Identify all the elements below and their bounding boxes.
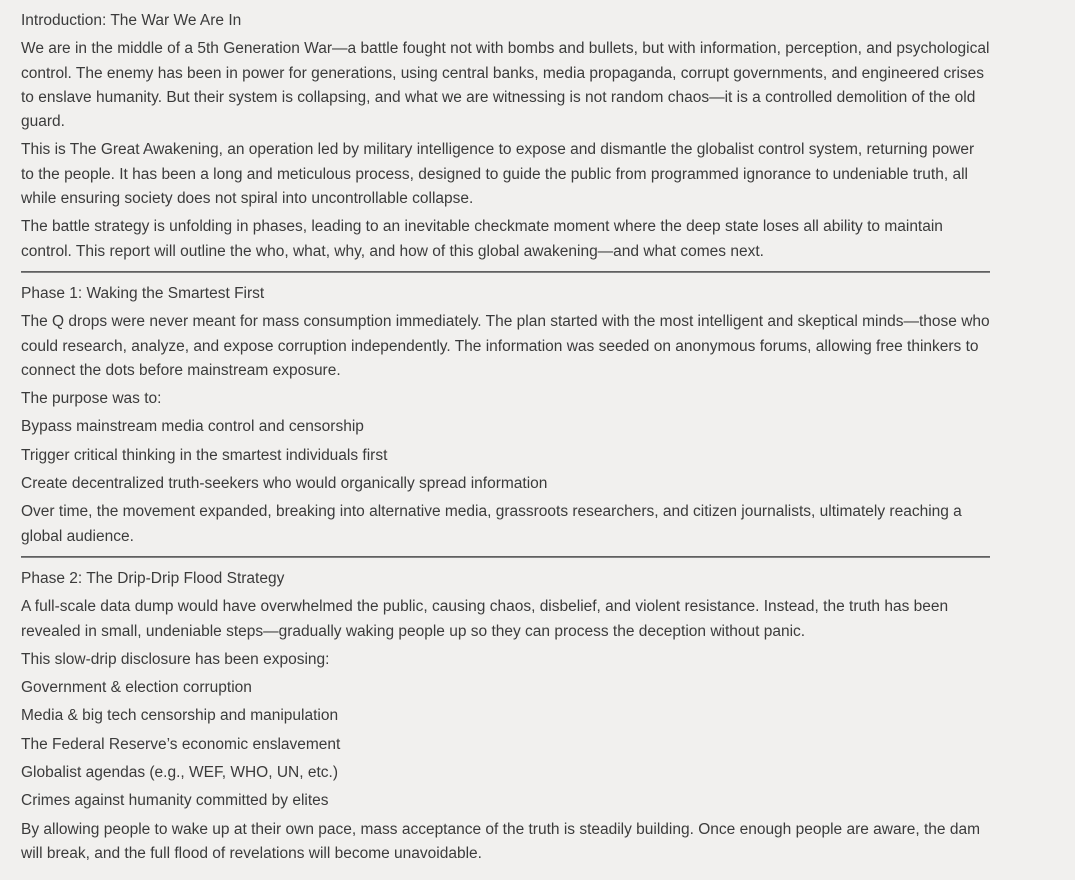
list-line: Globalist agendas (e.g., WEF, WHO, UN, etc.) <box>21 764 338 782</box>
paragraph: The battle strategy is unfolding in phases, leading to an inevitable checkmate moment where the deep state loses all ability to maintain control. This report will outline the who, what, why, and how of this global awakening—and what comes next. <box>21 218 943 260</box>
list-line: Government & election corruption <box>21 679 252 697</box>
paragraph: Over time, the movement expanded, breaking into alternative media, grassroots researchers, and citizen journalists, ultimately reaching a global audience. <box>21 503 962 545</box>
list-line: Media & big tech censorship and manipulation <box>21 707 339 725</box>
paragraph: By allowing people to wake up at their own pace, mass acceptance of the truth is steadily building. Once enough people are aware, the dam will break, and the full flood of revelations will become unavoidable. <box>21 820 981 862</box>
section-phase-1 <box>21 282 990 549</box>
paragraph: A full-scale data dump would have overwhelmed the public, causing chaos, disbelief, and violent resistance. Instead, the truth has been revealed in small, undeniable steps—gradually waking people up so they can process the deception without panic. <box>21 598 949 640</box>
section-phase-2 <box>21 567 990 866</box>
list-line: Trigger critical thinking in the smartest individuals first <box>21 446 388 464</box>
section-title: Introduction: The War We Are In <box>21 12 242 29</box>
list-line: The Federal Reserve’s economic enslavement <box>21 735 341 753</box>
section-title: Phase 1: Waking the Smartest First <box>21 284 265 302</box>
paragraph: We are in the middle of a 5th Generation War—a battle fought not with bombs and bullets, but with information, perception, and psychological control. The enemy has been in power for generations, using central banks, media propaganda, corrupt governments, and engineered crises to enslave humanity. But their system is collapsing, and what we are witnessing is not random chaos—it is a controlled demolition of the old guard. <box>21 40 990 131</box>
paragraph: The purpose was to: <box>21 390 162 408</box>
section-introduction <box>21 9 990 264</box>
paragraph: The Q drops were never meant for mass consumption immediately. The plan started with the most intelligent and skeptical minds—those who could research, analyze, and expose corruption independently. The information was seeded on anonymous forums, allowing free thinkers to connect the dots before mainstream exposure. <box>21 313 990 379</box>
list-line: Bypass mainstream media control and censorship <box>21 418 364 436</box>
paragraph: This slow-drip disclosure has been exposing: <box>21 650 330 668</box>
paragraph: This is The Great Awakening, an operation led by military intelligence to expose and dismantle the globalist control system, returning power to the people. It has been a long and meticulous process, designed to guide the public from programmed ignorance to undeniable truth, all while ensuring society does not spiral into uncontrollable collapse. <box>21 141 975 208</box>
section-divider <box>21 271 990 273</box>
list-line: Crimes against humanity committed by elites <box>21 792 329 810</box>
section-divider <box>21 556 990 558</box>
section-title: Phase 2: The Drip-Drip Flood Strategy <box>21 569 285 587</box>
list-line: Create decentralized truth-seekers who would organically spread information <box>21 475 548 493</box>
